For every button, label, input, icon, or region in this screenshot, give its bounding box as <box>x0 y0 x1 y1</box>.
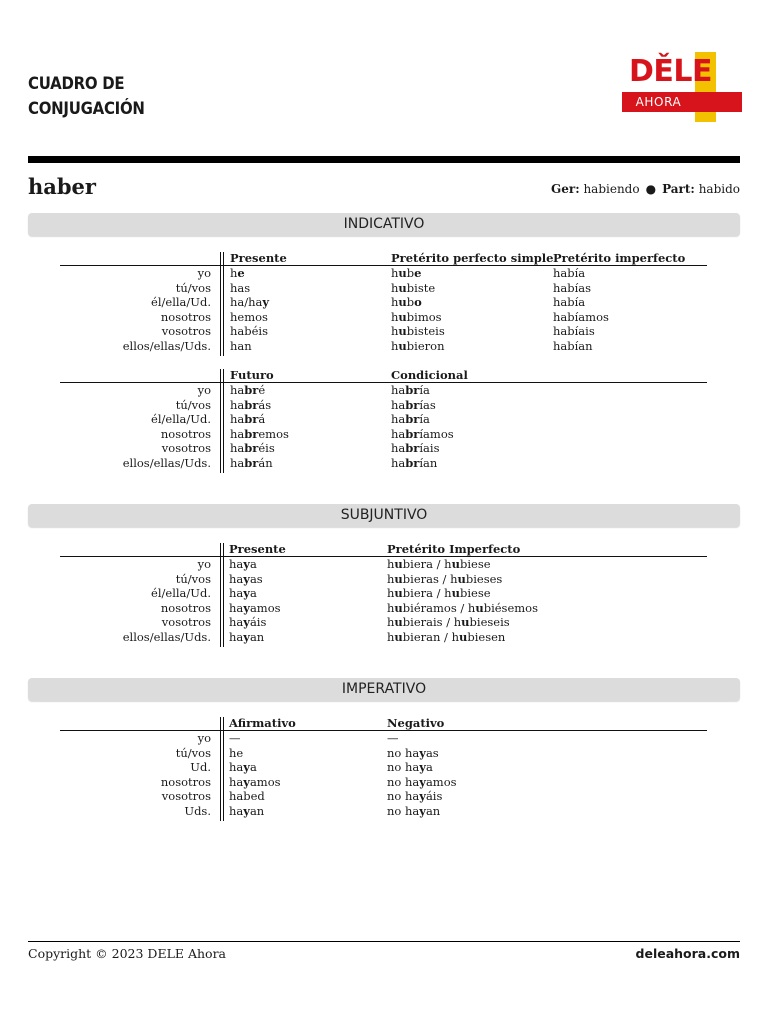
irregular-segment: br <box>405 412 420 427</box>
regular-segment: é <box>258 383 266 397</box>
regular-segment: no ha <box>387 745 420 760</box>
pronoun: nosotros <box>160 426 211 441</box>
regular-segment: ha <box>391 397 406 412</box>
conjugation-row <box>60 746 707 761</box>
conjugation-row <box>60 281 707 296</box>
regular-segment: — <box>387 731 399 745</box>
regular-segment: no ha <box>387 803 420 818</box>
regular-segment: ha <box>230 455 245 470</box>
table-imperativo <box>60 715 707 819</box>
conjugation-row <box>60 586 707 601</box>
regular-segment: bisteis <box>406 324 445 339</box>
conjugation-row <box>60 760 707 775</box>
pronoun: yo <box>197 266 211 280</box>
table-indicativo-futuro-condicional <box>60 367 707 471</box>
irregular-segment: u <box>394 629 403 644</box>
conjugation-cell <box>387 615 510 630</box>
irregular-segment: y <box>419 745 426 760</box>
regular-segment: habéis <box>230 324 269 339</box>
regular-segment: no ha <box>387 774 420 789</box>
regular-segment: bierais / h <box>402 615 462 630</box>
logo-wordmark: DĚLE <box>629 54 713 89</box>
pronoun: ellos/ellas/Uds. <box>122 338 211 353</box>
conjugation-cell <box>387 775 457 790</box>
irregular-segment: u <box>398 280 407 295</box>
dele-ahora-logo <box>622 52 742 122</box>
conjugation-cell <box>553 266 585 281</box>
conjugation-cell <box>229 746 243 761</box>
irregular-segment: br <box>244 455 259 470</box>
conjugation-cell <box>230 427 289 442</box>
pronoun: ellos/ellas/Uds. <box>122 629 211 644</box>
regular-segment: h <box>391 295 399 310</box>
conjugation-cell <box>391 266 422 281</box>
conjugation-cell <box>391 339 444 354</box>
pronoun: él/ella/Ud. <box>151 412 211 427</box>
conjugation-row <box>60 266 707 281</box>
regular-segment: biste <box>406 280 436 295</box>
regular-segment: h <box>391 338 399 353</box>
regular-segment: h <box>387 615 395 630</box>
column-header: Presente <box>229 542 286 556</box>
irregular-segment: y <box>262 295 270 310</box>
conjugation-cell <box>230 441 275 456</box>
conjugation-cell <box>387 760 433 775</box>
conjugation-cell <box>553 310 609 325</box>
regular-segment: an <box>249 629 265 644</box>
conjugation-cell <box>391 383 430 398</box>
column-header: Condicional <box>391 368 468 382</box>
conjugation-row <box>60 804 707 819</box>
regular-segment: amos <box>425 774 457 789</box>
regular-segment: ha <box>391 426 406 441</box>
conjugation-cell <box>230 281 250 296</box>
table-header-row <box>60 715 707 731</box>
pronoun: yo <box>197 383 211 397</box>
irregular-segment: u <box>394 557 403 571</box>
table-subjuntivo <box>60 541 707 645</box>
conjugation-row <box>60 601 707 616</box>
irregular-segment: y <box>419 803 426 818</box>
irregular-segment: br <box>244 397 259 412</box>
pronoun: nosotros <box>160 774 211 789</box>
conjugation-cell <box>229 586 257 601</box>
regular-segment: éis <box>258 441 275 456</box>
pronoun: tú/vos <box>175 397 211 412</box>
conjugation-cell <box>391 456 437 471</box>
regular-segment: bieses <box>465 571 503 586</box>
regular-segment: an <box>425 803 441 818</box>
irregular-segment: u <box>398 309 407 324</box>
copyright-notice: Copyright © 2023 DELE Ahora <box>28 946 227 961</box>
conjugation-row <box>60 412 707 427</box>
irregular-segment: y <box>243 629 250 644</box>
regular-segment: ías <box>419 397 436 412</box>
conjugation-cell <box>229 557 257 572</box>
column-header: Pretérito imperfecto <box>553 251 686 265</box>
regular-segment: biéramos / h <box>402 600 476 615</box>
column-header: Pretérito perfecto simple <box>391 251 554 265</box>
table-header-row <box>60 541 707 557</box>
pronoun: vosotros <box>161 441 211 456</box>
regular-segment: ha <box>229 586 244 601</box>
irregular-segment: y <box>419 774 426 789</box>
regular-segment: h <box>391 280 399 295</box>
conjugation-cell <box>229 775 281 790</box>
irregular-segment: u <box>475 600 484 615</box>
regular-segment: biese <box>459 557 491 571</box>
regular-segment: bieras / h <box>402 571 458 586</box>
regular-segment: han <box>230 338 252 353</box>
pronoun: nosotros <box>160 309 211 324</box>
conjugation-cell <box>553 339 593 354</box>
pronoun: tú/vos <box>175 280 211 295</box>
irregular-segment: br <box>405 397 420 412</box>
regular-segment: ha <box>391 455 406 470</box>
conjugation-row <box>60 324 707 339</box>
irregular-segment: u <box>398 338 407 353</box>
pronoun: él/ella/Ud. <box>151 295 211 310</box>
pronoun: yo <box>197 557 211 571</box>
irregular-segment: y <box>243 615 250 630</box>
conjugation-cell <box>391 441 440 456</box>
regular-segment: biesen <box>467 629 506 644</box>
table-header-row <box>60 367 707 383</box>
regular-segment: biera / h <box>402 557 452 571</box>
double-vertical-rule <box>220 252 224 356</box>
regular-segment: an <box>249 803 265 818</box>
regular-segment: ha <box>391 412 406 427</box>
irregular-segment: br <box>244 383 259 397</box>
pronoun: tú/vos <box>175 571 211 586</box>
regular-segment: h <box>387 586 395 601</box>
pronoun: vosotros <box>161 789 211 804</box>
table-header-row <box>60 250 707 266</box>
conjugation-cell <box>229 789 265 804</box>
conjugation-cell <box>229 630 264 645</box>
footer-divider <box>28 941 740 942</box>
conjugation-cell <box>230 295 269 310</box>
irregular-segment: u <box>457 571 466 586</box>
gerund-label: Ger: <box>550 182 580 196</box>
conjugation-cell <box>230 456 273 471</box>
conjugation-row <box>60 615 707 630</box>
section-banner-subjuntivo: SUBJUNTIVO <box>28 504 740 527</box>
website-link[interactable]: deleahora.com <box>635 946 740 961</box>
regular-segment: ía <box>419 412 430 427</box>
irregular-segment: u <box>394 615 403 630</box>
pronoun: tú/vos <box>175 745 211 760</box>
conjugation-cell <box>230 266 245 281</box>
verb-infinitive: haber <box>28 174 96 199</box>
regular-segment: íamos <box>419 426 454 441</box>
conjugation-cell <box>230 412 265 427</box>
conjugation-cell <box>391 398 436 413</box>
regular-segment: áis <box>425 789 443 804</box>
conjugation-cell <box>229 601 281 616</box>
conjugation-cell <box>230 398 271 413</box>
pronoun: yo <box>197 731 211 745</box>
conjugation-row <box>60 427 707 442</box>
conjugation-row <box>60 441 707 456</box>
conjugation-cell <box>391 295 422 310</box>
irregular-segment: br <box>405 441 420 456</box>
conjugation-cell <box>387 557 491 572</box>
conjugation-row <box>60 398 707 413</box>
regular-segment: biese <box>459 586 491 601</box>
conjugation-cell <box>387 789 442 804</box>
pronoun: Uds. <box>184 803 211 818</box>
regular-segment: a <box>249 586 257 601</box>
regular-segment: b <box>406 266 415 280</box>
conjugation-cell <box>387 586 491 601</box>
conjugation-row <box>60 630 707 645</box>
regular-segment: bieron <box>406 338 445 353</box>
conjugation-row <box>60 775 707 790</box>
regular-segment: ían <box>419 455 438 470</box>
irregular-segment: e <box>414 266 422 280</box>
conjugation-cell <box>229 804 264 819</box>
section-banner-indicativo: INDICATIVO <box>28 213 740 236</box>
conjugation-row <box>60 557 707 572</box>
regular-segment: íais <box>419 441 440 456</box>
conjugation-cell <box>230 324 268 339</box>
regular-segment: ha <box>391 383 406 397</box>
conjugation-cell <box>391 281 435 296</box>
regular-segment: ha <box>229 557 244 571</box>
irregular-segment: br <box>405 455 420 470</box>
regular-segment: habías <box>553 280 592 295</box>
regular-segment: ha <box>229 615 244 630</box>
column-header: Futuro <box>230 368 274 382</box>
regular-segment: h <box>387 629 395 644</box>
regular-segment: has <box>230 280 251 295</box>
regular-segment: no ha <box>387 760 420 775</box>
conjugation-cell <box>387 601 538 616</box>
regular-segment: ha <box>391 441 406 456</box>
irregular-segment: y <box>243 760 250 775</box>
regular-segment: habíais <box>553 324 595 339</box>
regular-segment: án <box>258 455 273 470</box>
logo-tagline: AHORA <box>635 95 682 109</box>
regular-segment: as <box>425 745 439 760</box>
irregular-segment: u <box>394 571 403 586</box>
regular-segment: bieran / h <box>402 629 459 644</box>
conjugation-row <box>60 572 707 587</box>
regular-segment: h <box>230 266 238 280</box>
regular-segment: ha <box>229 571 244 586</box>
gerund-value: habiendo <box>583 182 640 196</box>
regular-segment: biésemos <box>483 600 538 615</box>
column-header: Afirmativo <box>229 716 296 730</box>
bullet-separator: ● <box>645 182 657 196</box>
pronoun: nosotros <box>160 600 211 615</box>
regular-segment: ha <box>230 426 245 441</box>
regular-segment: ha <box>229 600 244 615</box>
irregular-segment: y <box>243 600 250 615</box>
regular-segment: ha <box>230 383 245 397</box>
regular-segment: h <box>387 557 395 571</box>
conjugation-row <box>60 339 707 354</box>
regular-segment: ha <box>229 774 244 789</box>
regular-segment: h <box>387 600 395 615</box>
conjugation-cell <box>230 383 265 398</box>
regular-segment: ha <box>229 803 244 818</box>
conjugation-cell <box>391 324 445 339</box>
irregular-segment: o <box>414 295 422 310</box>
irregular-segment: u <box>451 557 460 571</box>
conjugation-row <box>60 789 707 804</box>
conjugation-cell <box>387 746 439 761</box>
regular-segment: emos <box>258 426 289 441</box>
regular-segment: ás <box>258 397 272 412</box>
conjugation-cell <box>387 630 505 645</box>
regular-segment: bieseis <box>469 615 510 630</box>
verb-nonfinite-forms <box>551 182 740 196</box>
irregular-segment: br <box>244 441 259 456</box>
conjugation-cell <box>387 731 399 746</box>
column-header: Negativo <box>387 716 445 730</box>
title-line-2: CONJUGACIÓN <box>28 99 145 119</box>
regular-segment: — <box>229 731 241 745</box>
participle-value: habido <box>698 182 740 196</box>
conjugation-cell <box>553 295 585 310</box>
irregular-segment: u <box>394 600 403 615</box>
irregular-segment: y <box>419 760 426 775</box>
conjugation-row <box>60 383 707 398</box>
regular-segment: a <box>249 760 257 775</box>
irregular-segment: y <box>419 789 426 804</box>
pronoun: él/ella/Ud. <box>151 586 211 601</box>
irregular-segment: br <box>405 383 420 397</box>
conjugation-cell <box>387 804 440 819</box>
conjugation-cell <box>391 427 454 442</box>
regular-segment: hemos <box>230 309 268 324</box>
participle-label: Part: <box>662 182 695 196</box>
conjugation-row <box>60 295 707 310</box>
pronoun: vosotros <box>161 324 211 339</box>
regular-segment: á <box>258 412 266 427</box>
conjugation-row <box>60 310 707 325</box>
section-banner-imperativo: IMPERATIVO <box>28 678 740 701</box>
regular-segment: ía <box>419 383 430 397</box>
irregular-segment: u <box>394 586 403 601</box>
regular-segment: ha <box>230 397 245 412</box>
irregular-segment: y <box>243 557 250 571</box>
irregular-segment: u <box>461 615 470 630</box>
irregular-segment: u <box>398 266 407 280</box>
conjugation-cell <box>229 572 263 587</box>
regular-segment: biera / h <box>402 586 452 601</box>
conjugation-cell <box>230 310 268 325</box>
irregular-segment: y <box>243 571 250 586</box>
pronoun: vosotros <box>161 615 211 630</box>
irregular-segment: br <box>405 426 420 441</box>
conjugation-cell <box>229 615 266 630</box>
regular-segment: amos <box>249 774 281 789</box>
irregular-segment: u <box>398 295 407 310</box>
document-title <box>28 72 145 122</box>
title-line-1: CUADRO DE <box>28 74 125 94</box>
regular-segment: amos <box>249 600 281 615</box>
header-divider <box>28 156 740 163</box>
regular-segment: ha <box>229 760 244 775</box>
regular-segment: he <box>229 745 244 760</box>
conjugation-cell <box>391 412 430 427</box>
conjugation-row <box>60 731 707 746</box>
regular-segment: a <box>425 760 433 775</box>
conjugation-cell <box>391 310 442 325</box>
double-vertical-rule <box>220 717 224 821</box>
irregular-segment: u <box>459 629 468 644</box>
irregular-segment: y <box>243 586 250 601</box>
conjugation-cell <box>553 324 595 339</box>
regular-segment: as <box>249 571 263 586</box>
irregular-segment: y <box>243 803 250 818</box>
irregular-segment: br <box>244 426 259 441</box>
regular-segment: habed <box>229 789 265 804</box>
regular-segment: h <box>387 571 395 586</box>
conjugation-cell <box>230 339 252 354</box>
irregular-segment: y <box>243 774 250 789</box>
pronoun: Ud. <box>190 760 211 775</box>
regular-segment: ha/ha <box>230 295 263 310</box>
table-indicativo-presente-preterito <box>60 250 707 354</box>
regular-segment: bimos <box>406 309 442 324</box>
regular-segment: habíamos <box>553 309 609 324</box>
regular-segment: habían <box>553 338 593 353</box>
double-vertical-rule <box>220 369 224 473</box>
regular-segment: h <box>391 266 399 280</box>
regular-segment: a <box>249 557 257 571</box>
column-header: Pretérito Imperfecto <box>387 542 521 556</box>
conjugation-cell <box>229 731 241 746</box>
irregular-segment: u <box>398 324 407 339</box>
double-vertical-rule <box>220 543 224 647</box>
regular-segment: b <box>406 295 415 310</box>
conjugation-cell <box>553 281 591 296</box>
regular-segment: h <box>391 309 399 324</box>
regular-segment: ha <box>229 629 244 644</box>
conjugation-cell <box>229 760 257 775</box>
regular-segment: no ha <box>387 789 420 804</box>
regular-segment: había <box>553 266 586 280</box>
conjugation-cell <box>387 572 502 587</box>
column-header: Presente <box>230 251 287 265</box>
regular-segment: h <box>391 324 399 339</box>
regular-segment: había <box>553 295 586 310</box>
irregular-segment: br <box>244 412 259 427</box>
irregular-segment: u <box>451 586 460 601</box>
conjugation-row <box>60 456 707 471</box>
pronoun: ellos/ellas/Uds. <box>122 455 211 470</box>
regular-segment: ha <box>230 412 245 427</box>
regular-segment: áis <box>249 615 267 630</box>
irregular-segment: e <box>237 266 245 280</box>
regular-segment: ha <box>230 441 245 456</box>
